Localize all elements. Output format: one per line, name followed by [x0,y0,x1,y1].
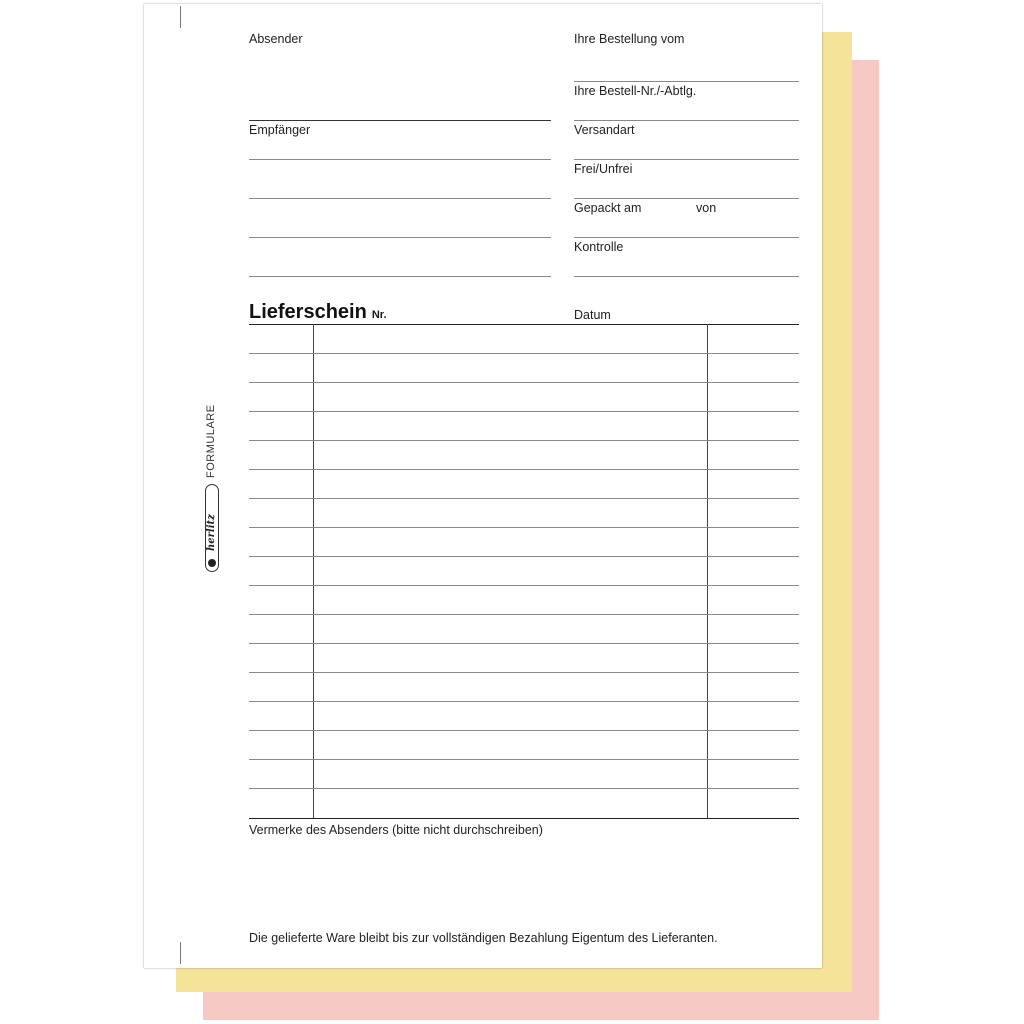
table-row-line[interactable] [249,411,799,412]
freight-terms-label: Frei/Unfrei [574,162,633,176]
title-number-label: Nr. [371,309,387,321]
table-row-line[interactable] [249,382,799,383]
table-row-line[interactable] [249,527,799,528]
table-divider-right [707,324,708,819]
logo-dot-icon [208,559,216,567]
order-date-label: Ihre Bestellung vom [574,32,685,46]
order-number-line[interactable] [574,120,799,121]
table-row-line[interactable] [249,353,799,354]
recipient-line-4[interactable] [249,276,551,277]
binding-mark-bottom [180,942,181,964]
shipping-method-label: Versandart [574,123,635,137]
table-row-line[interactable] [249,643,799,644]
sender-remarks-label: Vermerke des Absenders (bitte nicht durchschreiben) [249,823,543,837]
date-label: Datum [574,308,611,322]
table-row-line[interactable] [249,614,799,615]
packed-on-line[interactable] [574,237,799,238]
order-date-line[interactable] [574,81,799,82]
form-title [249,301,387,324]
table-row-line[interactable] [249,585,799,586]
table-row-line[interactable] [249,672,799,673]
ownership-notice: Die gelieferte Ware bleibt bis zur vollständigen Bezahlung Eigentum des Lieferanten. [249,931,718,945]
control-label: Kontrolle [574,240,624,254]
packed-by-label: von [696,201,717,215]
sender-label: Absender [249,32,303,46]
table-row-line[interactable] [249,498,799,499]
recipient-line-2[interactable] [249,198,551,199]
freight-terms-line[interactable] [574,198,799,199]
table-bottom-border [249,818,799,819]
recipient-line-3[interactable] [249,237,551,238]
table-divider-left [313,324,314,819]
title-text: Lieferschein [249,301,367,323]
table-row-line[interactable] [249,759,799,760]
brand-series-text: FORMULARE [205,404,217,478]
packed-on-label: Gepackt am [574,201,642,215]
herlitz-logo [205,484,219,572]
table-row-line[interactable] [249,730,799,731]
table-row-line[interactable] [249,440,799,441]
shipping-method-line[interactable] [574,159,799,160]
control-line[interactable] [574,276,799,277]
order-number-label: Ihre Bestell-Nr./-Abtlg. [574,84,697,98]
sender-line[interactable] [249,120,551,121]
brand-mark [189,402,229,572]
delivery-note-form [144,4,822,968]
table-top-border [249,324,799,325]
brand-logo-text: herlitz [206,514,217,551]
binding-mark-top [180,6,181,28]
table-row-line[interactable] [249,469,799,470]
table-row-line[interactable] [249,701,799,702]
recipient-label: Empfänger [249,123,311,137]
table-row-line[interactable] [249,556,799,557]
table-row-line[interactable] [249,788,799,789]
recipient-line-1[interactable] [249,159,551,160]
